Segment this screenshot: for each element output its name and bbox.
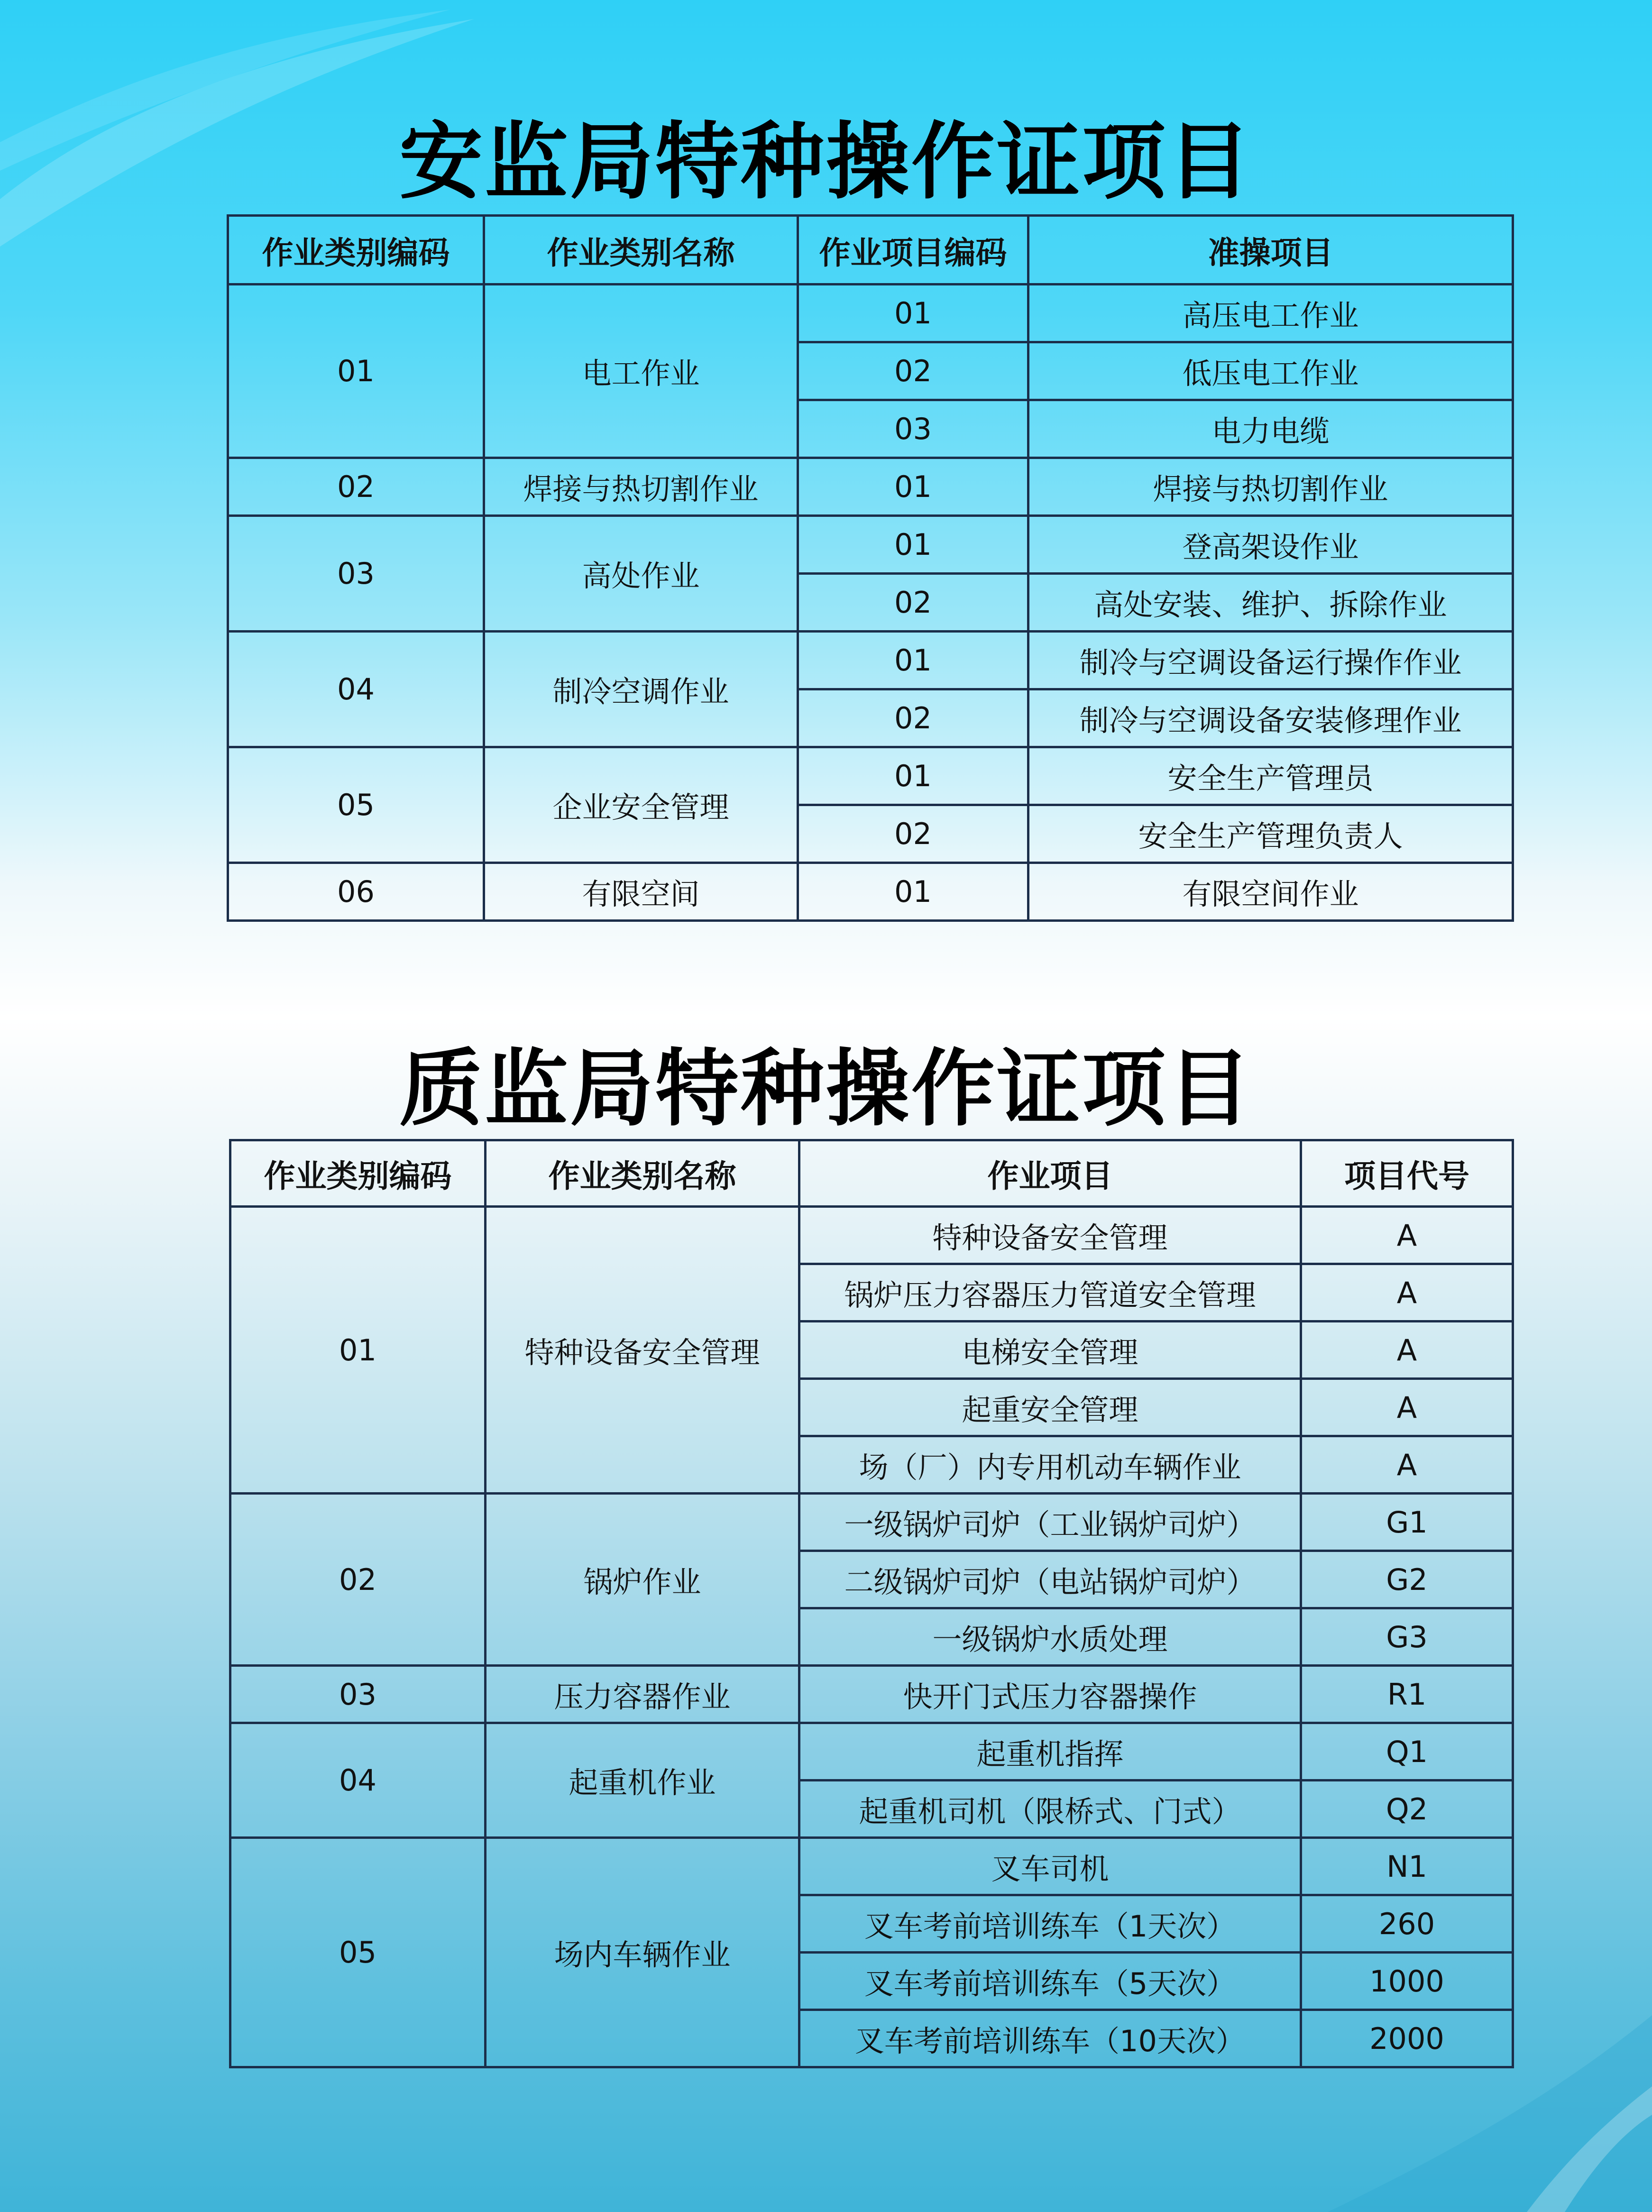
item-code-cell: G2: [1301, 1551, 1513, 1608]
item-name-cell: 有限空间作业: [1028, 863, 1513, 921]
item-code-cell: 01: [798, 285, 1028, 342]
category-code-cell: 04: [228, 632, 484, 747]
item-code-cell: R1: [1301, 1666, 1513, 1723]
category-code-cell: 02: [228, 458, 484, 516]
column-header: 作业类别编码: [228, 216, 484, 285]
column-header: 作业类别名称: [484, 216, 798, 285]
item-code-cell: A: [1301, 1436, 1513, 1494]
item-code-cell: 02: [798, 342, 1028, 400]
item-name-cell: 一级锅炉司炉（工业锅炉司炉）: [799, 1494, 1301, 1551]
table-row: [230, 1494, 1513, 1551]
item-code-cell: 03: [798, 400, 1028, 458]
item-code-cell: A: [1301, 1322, 1513, 1379]
item-name-cell: 锅炉压力容器压力管道安全管理: [799, 1264, 1301, 1322]
item-code-cell: Q2: [1301, 1781, 1513, 1838]
item-code-cell: 02: [798, 805, 1028, 863]
column-header: 作业项目: [799, 1140, 1301, 1207]
category-name-cell: 电工作业: [484, 285, 798, 458]
item-code-cell: G3: [1301, 1608, 1513, 1666]
table-row: [230, 1723, 1513, 1781]
item-name-cell: 二级锅炉司炉（电站锅炉司炉）: [799, 1551, 1301, 1608]
item-name-cell: 安全生产管理负责人: [1028, 805, 1513, 863]
table-row: [228, 458, 1513, 516]
item-code-cell: N1: [1301, 1838, 1513, 1895]
table-row: [228, 747, 1513, 805]
item-code-cell: 01: [798, 863, 1028, 921]
item-name-cell: 特种设备安全管理: [799, 1207, 1301, 1264]
category-code-cell: 03: [230, 1666, 486, 1723]
table-row: [230, 1207, 1513, 1264]
category-name-cell: 有限空间: [484, 863, 798, 921]
item-name-cell: 制冷与空调设备运行操作作业: [1028, 632, 1513, 689]
item-name-cell: 安全生产管理员: [1028, 747, 1513, 805]
category-code-cell: 05: [230, 1838, 486, 2067]
category-code-cell: 03: [228, 516, 484, 632]
item-code-cell: 01: [798, 458, 1028, 516]
table-row: [228, 516, 1513, 574]
item-code-cell: 02: [798, 689, 1028, 747]
column-header: 作业类别名称: [486, 1140, 799, 1207]
safety-bureau-table: [227, 214, 1514, 922]
category-name-cell: 场内车辆作业: [486, 1838, 799, 2067]
item-code-cell: 01: [798, 747, 1028, 805]
table-row: [230, 1838, 1513, 1895]
item-name-cell: 制冷与空调设备安装修理作业: [1028, 689, 1513, 747]
item-name-cell: 高处安装、维护、拆除作业: [1028, 574, 1513, 632]
table-row: [228, 863, 1513, 921]
item-code-cell: A: [1301, 1264, 1513, 1322]
category-name-cell: 锅炉作业: [486, 1494, 799, 1666]
category-name-cell: 企业安全管理: [484, 747, 798, 863]
item-code-cell: 260: [1301, 1895, 1513, 1953]
table-row: [230, 1666, 1513, 1723]
category-name-cell: 高处作业: [484, 516, 798, 632]
table2-title: 质监局特种操作证项目: [399, 1040, 1253, 1138]
category-name-cell: 起重机作业: [486, 1723, 799, 1838]
item-name-cell: 起重安全管理: [799, 1379, 1301, 1436]
item-code-cell: A: [1301, 1207, 1513, 1264]
item-code-cell: Q1: [1301, 1723, 1513, 1781]
column-header: 作业类别编码: [230, 1140, 486, 1207]
item-name-cell: 场（厂）内专用机动车辆作业: [799, 1436, 1301, 1494]
category-code-cell: 01: [228, 285, 484, 458]
table-row: [228, 285, 1513, 342]
item-name-cell: 叉车考前培训练车（1天次）: [799, 1895, 1301, 1953]
category-name-cell: 制冷空调作业: [484, 632, 798, 747]
category-code-cell: 06: [228, 863, 484, 921]
column-header: 项目代号: [1301, 1140, 1513, 1207]
item-name-cell: 电力电缆: [1028, 400, 1513, 458]
item-code-cell: 01: [798, 516, 1028, 574]
header-row: [228, 216, 1513, 285]
column-header: 作业项目编码: [798, 216, 1028, 285]
item-code-cell: A: [1301, 1379, 1513, 1436]
item-name-cell: 起重机司机（限桥式、门式）: [799, 1781, 1301, 1838]
item-name-cell: 叉车司机: [799, 1838, 1301, 1895]
item-name-cell: 叉车考前培训练车（10天次）: [799, 2010, 1301, 2067]
category-code-cell: 05: [228, 747, 484, 863]
item-code-cell: 1000: [1301, 1953, 1513, 2010]
item-name-cell: 起重机指挥: [799, 1723, 1301, 1781]
item-code-cell: 01: [798, 632, 1028, 689]
header-row: [230, 1140, 1513, 1207]
table1-title: 安监局特种操作证项目: [399, 113, 1253, 211]
item-code-cell: 2000: [1301, 2010, 1513, 2067]
category-code-cell: 02: [230, 1494, 486, 1666]
item-name-cell: 快开门式压力容器操作: [799, 1666, 1301, 1723]
category-name-cell: 焊接与热切割作业: [484, 458, 798, 516]
item-name-cell: 低压电工作业: [1028, 342, 1513, 400]
category-name-cell: 特种设备安全管理: [486, 1207, 799, 1494]
item-name-cell: 登高架设作业: [1028, 516, 1513, 574]
item-code-cell: 02: [798, 574, 1028, 632]
table-row: [228, 632, 1513, 689]
category-code-cell: 01: [230, 1207, 486, 1494]
column-header: 准操项目: [1028, 216, 1513, 285]
item-name-cell: 一级锅炉水质处理: [799, 1608, 1301, 1666]
item-name-cell: 叉车考前培训练车（5天次）: [799, 1953, 1301, 2010]
category-name-cell: 压力容器作业: [486, 1666, 799, 1723]
item-name-cell: 电梯安全管理: [799, 1322, 1301, 1379]
item-name-cell: 高压电工作业: [1028, 285, 1513, 342]
category-code-cell: 04: [230, 1723, 486, 1838]
item-code-cell: G1: [1301, 1494, 1513, 1551]
item-name-cell: 焊接与热切割作业: [1028, 458, 1513, 516]
quality-bureau-table: [229, 1139, 1514, 2068]
